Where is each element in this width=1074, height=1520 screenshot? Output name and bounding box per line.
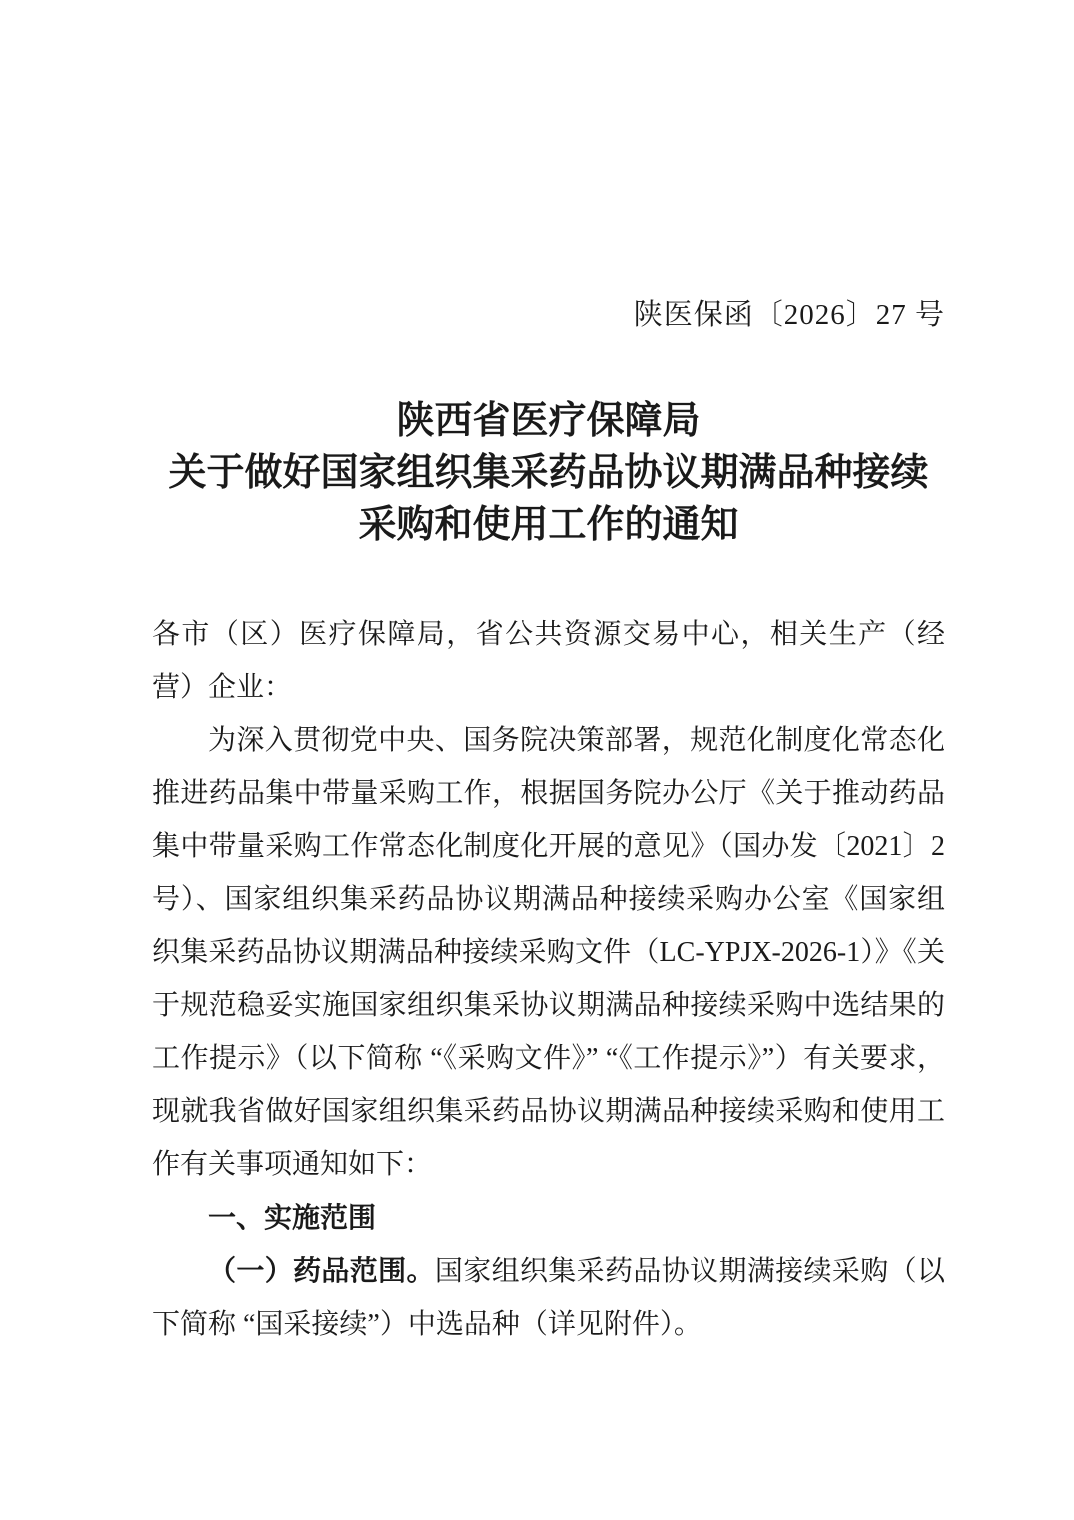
item-drug-scope-text: 国家组织集采药品协议期满接续采购（以下简称 “国采接续”）中选品种（详见附件）。 (152, 1256, 945, 1340)
title-line-issuer: 陕西省医疗保障局 (396, 400, 701, 442)
document-body (152, 608, 945, 1351)
item-drug-scope-label: （一）药品范围。 (208, 1255, 435, 1286)
document-title (152, 395, 945, 551)
title-line-subject-1: 关于做好国家组织集采药品协议期满品种接续 (168, 452, 929, 494)
intro-paragraph: 为深入贯彻党中央、国务院决策部署，规范化制度化常态化推进药品集中带量采购工作，根据国务院办公厅《关于推动药品集中带量采购工作常态化制度化开展的意见》（国办发〔2021〕2号）、国家组织集采药品协议期满品种接续采购办公室《国家组织集采药品协议期满品种接续采购文件（LC-YPJX-2026-1）》《关于规范稳妥实施国家组织集采协议期满品种接续采购中选结果的工作提示》（以下简称 “《采购文件》” “《工作提示》”）有关要求，现就我省做好国家组织集采药品协议期满品种接续采购和使用工作有关事项通知如下： (152, 725, 945, 1180)
document-reference-number: 陕医保函〔2026〕27 号 (633, 299, 945, 331)
item-drug-scope (152, 1244, 945, 1351)
section-heading-implementation-scope: 一、实施范围 (208, 1202, 377, 1233)
title-line-subject-2: 采购和使用工作的通知 (358, 504, 739, 546)
salutation: 各市（区）医疗保障局，省公共资源交易中心，相关生产（经营）企业： (152, 619, 945, 703)
